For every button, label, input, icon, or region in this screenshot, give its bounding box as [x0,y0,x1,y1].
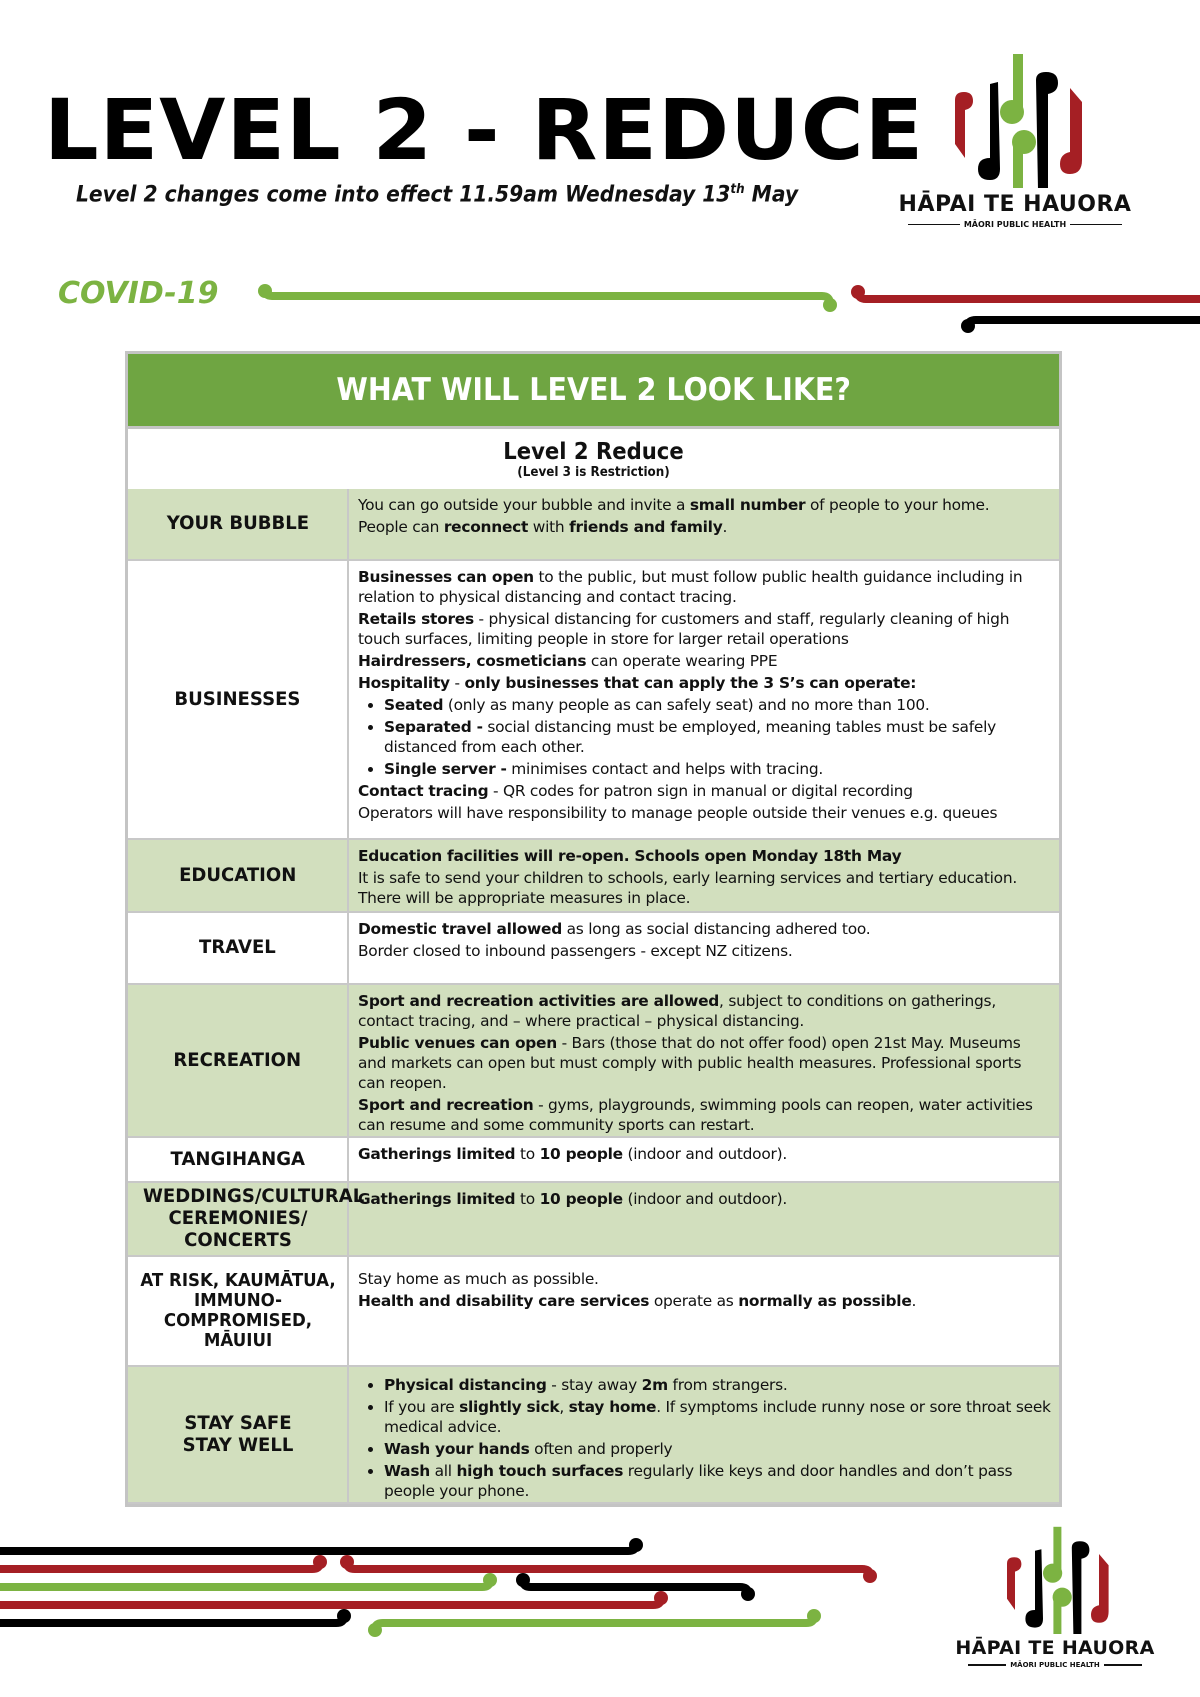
text: (indoor and outdoor). [622,1190,787,1208]
text: , subject to conditions on gatherings, contact tracing, and – where practical – physical distancing. [358,992,996,1030]
bold-text: Retails stores [358,610,474,628]
row-description [349,985,1059,1136]
text: minimises contact and helps with tracing. [506,760,824,778]
row-category [128,1138,349,1181]
bold-text: Sport and recreation activities are allowed [358,992,720,1010]
bold-text: Wash [384,1462,430,1480]
table-row-weddings [128,1183,1059,1257]
bold-text: Gatherings limited [358,1145,516,1163]
table-subheading-note: (Level 3 is Restriction) [517,465,670,480]
logo-bottom-name: HĀPAI TE HAUORA [955,1637,1155,1659]
description-line [358,868,1051,908]
row-category [128,1183,364,1255]
text: - physical distancing for customers and staff, regularly cleaning of high touch surfaces, limiting people in store for larger retail operations [358,610,1010,648]
bold-text: Single server - [384,760,507,778]
bold-text: Wash your hands [384,1440,530,1458]
table-subheading: Level 2 Reduce [503,439,684,465]
bold-text: Physical distancing [384,1376,547,1394]
table-subheading-row [128,429,1059,491]
bold-text: Sport and recreation [358,1096,534,1114]
text: to [515,1145,540,1163]
text: all [429,1462,457,1480]
bottom-black-line-3 [0,1617,344,1623]
logo-bottom [940,1522,1170,1687]
description-line [358,567,1051,607]
description-line [358,919,1051,939]
bold-text: stay home [568,1398,657,1416]
bold-text: 10 people [539,1145,623,1163]
subtitle-text: Level 2 changes come into effect 11.59am Wednesday 13 [76,182,731,208]
table-heading-bar [128,354,1059,429]
logo-bottom-tagline-row [968,1661,1142,1669]
description-line [358,846,1051,866]
bullet-list [358,695,1051,779]
description-line [358,1095,1051,1135]
row-category-label: TRAVEL [199,936,276,959]
text: social distancing must be employed, meaning tables must be safely distanced from each other. [384,718,996,756]
description-line [358,803,1051,823]
row-description [349,840,1059,911]
logo-mark-icon [880,48,1150,188]
text: can operate wearing PPE [586,652,778,670]
row-category [128,1367,349,1502]
row-description [349,913,1059,983]
description-line [358,1144,1051,1164]
description-line [358,941,1051,961]
bold-text: reconnect [443,518,529,536]
row-category [128,840,349,911]
table-row-your-bubble [128,489,1059,561]
description-line [358,1189,1051,1209]
subtitle-sup: th [730,182,745,197]
bold-text: 2m [641,1376,668,1394]
bullet-item [384,695,1051,715]
table-heading: WHAT WILL LEVEL 2 LOOK LIKE? [336,372,851,408]
row-description [349,1257,1059,1365]
bottom-red-line-3 [0,1599,661,1605]
bottom-red-line-2 [347,1563,870,1575]
bold-text: 10 people [539,1190,623,1208]
bold-text: Education facilities will re-open. Schools open Monday 18th May [358,847,902,865]
top-green-line [265,290,830,304]
tagline-bottom-rule-right [1104,1664,1142,1666]
bullet-item [384,1461,1051,1501]
table-row-stay-safe [128,1367,1059,1504]
logo-name: HĀPAI TE HAUORA [898,192,1132,217]
logo-tagline: MĀORI PUBLIC HEALTH [963,220,1067,229]
top-red-line [858,292,1200,299]
table-row-tangihanga [128,1138,1059,1183]
text: Border closed to inbound passengers - except NZ citizens. [358,942,793,960]
bold-text: small number [689,496,806,514]
description-line [358,495,1051,515]
bold-text: slightly sick [459,1398,560,1416]
description-line [358,651,1051,671]
text: to the public, but must follow public health guidance including in relation to physical distancing and contact tracing. [358,568,1023,606]
text: If you are [384,1398,460,1416]
page-subtitle [76,182,798,207]
text: . [911,1292,917,1310]
bold-text: normally as possible [738,1292,912,1310]
description-line [358,991,1051,1031]
tagline-rule-right [1070,224,1122,226]
bullet-item [384,1439,1051,1459]
row-category [128,489,349,559]
bold-text: Seated [384,696,444,714]
row-category-label: AT RISK, KAUMĀTUA, IMMUNO-COMPROMISED, MĀUIUI [139,1270,336,1352]
bold-text: Hospitality [358,674,450,692]
description-line [358,609,1051,649]
subtitle-month: May [744,182,799,208]
bold-text: high touch surfaces [456,1462,624,1480]
bold-text: Contact tracing [358,782,489,800]
row-category-label: EDUCATION [178,863,297,886]
row-category [128,913,349,983]
description-line [358,517,1051,537]
text: Stay home as much as possible. [358,1270,599,1288]
row-description [349,1183,1059,1255]
text: - QR codes for patron sign in manual or digital recording [488,782,913,800]
text: - Bars (those that do not offer food) open 21st May. Museums and markets can open but must comply with public health measures. Professional sports can reopen. [358,1034,1022,1092]
text: People can [358,518,444,536]
table-row-at-risk [128,1257,1059,1367]
bold-text: Hairdressers, cosmeticians [358,652,587,670]
covid-label: COVID-19 [58,276,219,311]
tagline-rule-left [908,224,960,226]
tagline-bottom-rule-left [968,1664,1006,1666]
text: operate as [649,1292,739,1310]
text: , [559,1398,569,1416]
bold-text: friends and family [569,518,723,536]
bold-text: Gatherings limited [358,1190,516,1208]
description-line [358,1291,1051,1311]
text: Operators will have responsibility to manage people outside their venues e.g. queues [358,804,998,822]
text: You can go outside your bubble and invite a [358,496,690,514]
row-category-label: STAY SAFE STAY WELL [182,1411,293,1456]
description-line [358,673,1051,693]
row-category-label: YOUR BUBBLE [166,512,309,535]
row-description [349,1367,1059,1502]
bold-text: Domestic travel allowed [358,920,562,938]
bold-text: Businesses can open [358,568,534,586]
table-row-recreation [128,985,1059,1138]
text: regularly like keys and door handles and don’t pass people your phone. [384,1462,1013,1500]
text: to [515,1190,540,1208]
text: (only as many people as can safely seat) and no more than 100. [443,696,930,714]
text: (indoor and outdoor). [622,1145,787,1163]
row-category-label: WEDDINGS/CULTURAL CEREMONIES/ CONCERTS [142,1185,364,1251]
page-title: LEVEL 2 - REDUCE [44,81,925,179]
bottom-red-line-1 [0,1563,320,1569]
text: as long as social distancing adhered too. [561,920,871,938]
row-description [349,489,1059,559]
bullet-item [384,1397,1051,1437]
bullet-item [384,759,1051,779]
bullet-item [384,717,1051,757]
text: often and properly [529,1440,673,1458]
bold-text: Public venues can open [358,1034,557,1052]
table-row-education [128,840,1059,913]
bold-text: Separated - [384,718,483,736]
row-category [128,985,349,1136]
row-category [128,561,349,838]
row-description [349,561,1059,838]
row-category-label: TANGIHANGA [170,1147,305,1170]
logo-bottom-tagline: MĀORI PUBLIC HEALTH [1010,1661,1100,1669]
bullet-list [358,1375,1051,1501]
text: from strangers. [667,1376,788,1394]
table-row-businesses [128,561,1059,840]
row-description [349,1138,1059,1181]
bold-text: only businesses that can apply the 3 S’s can operate: [464,674,917,692]
bullet-item [384,1375,1051,1395]
logo-top [880,48,1150,238]
description-line [358,1269,1051,1289]
text: of people to your home. [805,496,990,514]
description-line [358,1033,1051,1093]
description-line [358,781,1051,801]
logo-mark-bottom-icon [940,1522,1170,1634]
row-category-label: RECREATION [173,1048,302,1071]
table-row-travel [128,913,1059,985]
row-category-label: BUSINESSES [174,687,301,710]
bottom-black-line-1 [0,1545,636,1551]
bottom-green-line-2 [375,1617,814,1629]
text: - stay away [546,1376,642,1394]
level-table [125,351,1062,1507]
text: . If symptoms include runny nose or sore throat seek medical advice. [384,1398,1051,1436]
text: It is safe to send your children to schools, early learning services and tertiary education. There will be appropriate measures in place. [358,869,1017,907]
text: - [449,674,465,692]
text: - gyms, playgrounds, swimming pools can reopen, water activities can resume and some community sports can restart. [358,1096,1033,1134]
logo-tagline-row [908,220,1122,229]
top-black-line [968,320,1200,326]
text: with [528,518,570,536]
text: . [722,518,728,536]
bottom-black-line-2 [523,1581,748,1593]
bottom-green-line-1 [0,1581,490,1587]
row-category [128,1257,349,1365]
bold-text: Health and disability care services [358,1292,650,1310]
